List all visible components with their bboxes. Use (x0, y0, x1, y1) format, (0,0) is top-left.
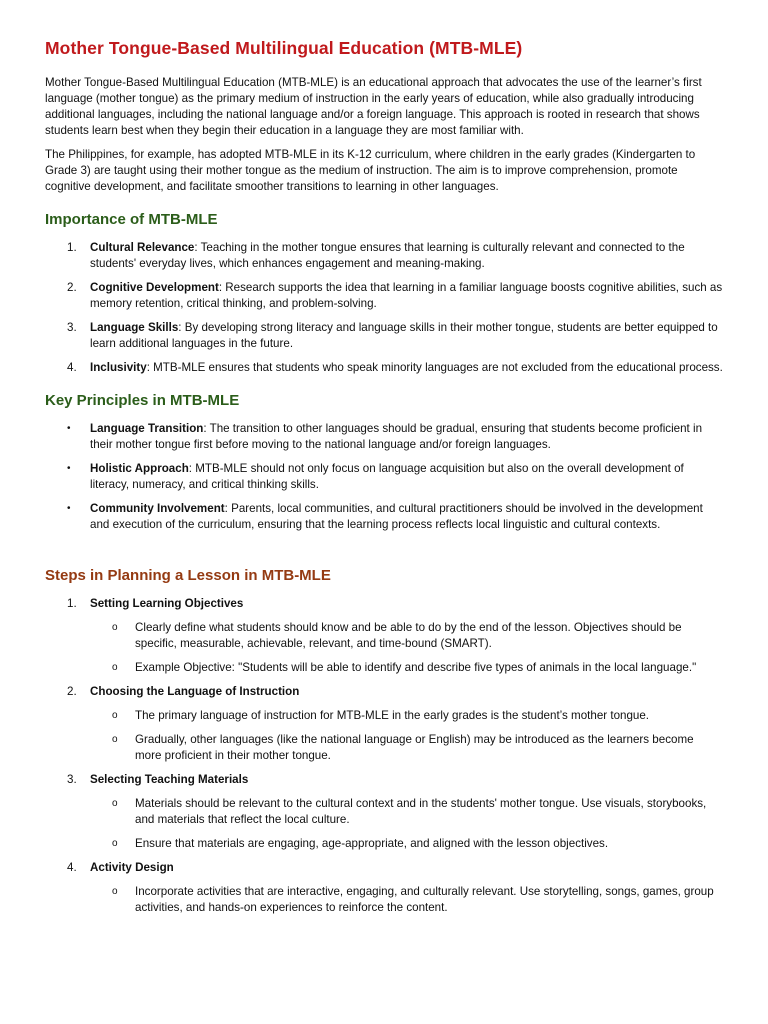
sub-item (90, 708, 723, 724)
importance-term: Cultural Relevance (90, 241, 195, 254)
sub-item-text: Gradually, other languages (like the national language or English) may be introduced as the learners become more proficient in their mother tongue. (135, 733, 694, 762)
sub-item (90, 884, 723, 916)
principle-item (45, 421, 723, 453)
importance-term: Cognitive Development (90, 281, 219, 294)
principle-text: : The transition to other languages should be gradual, ensuring that students become proficient in their mother tongue first before moving to the national language and/or foreign languages. (90, 422, 703, 451)
bullet-icon: • (67, 463, 71, 474)
importance-item (45, 360, 723, 376)
step-item (45, 860, 723, 916)
sub-item (90, 796, 723, 828)
importance-term: Inclusivity (90, 361, 147, 374)
sub-item-text: Ensure that materials are engaging, age-appropriate, and aligned with the lesson objectives. (135, 837, 609, 850)
importance-item (45, 240, 723, 272)
sub-item-text: Incorporate activities that are interactive, engaging, and culturally relevant. Use storytelling, songs, games, group activities, and hands-on experiences to reinforce the content. (135, 885, 714, 914)
principle-term: Community Involvement (90, 502, 225, 515)
sub-item (90, 836, 723, 852)
page-title: Mother Tongue-Based Multilingual Education (MTB-MLE) (45, 38, 523, 58)
importance-text: : Teaching in the mother tongue ensures that learning is culturally relevant and connected to the students' everyday lives, which enhances engagement and meaning-making. (90, 241, 685, 270)
circle-bullet-icon: o (112, 662, 118, 673)
sub-item-text: Materials should be relevant to the cultural context and in the students' mother tongue. Use visuals, storybooks, and materials that reflect the local culture. (135, 797, 707, 826)
circle-bullet-icon: o (112, 838, 118, 849)
sub-item (90, 660, 723, 676)
importance-item (45, 320, 723, 352)
steps-heading: Steps in Planning a Lesson in MTB-MLE (45, 567, 331, 584)
list-number: 1. (67, 241, 77, 254)
sub-item-text: Example Objective: "Students will be able to identify and describe five types of animals in the local language." (135, 661, 697, 674)
circle-bullet-icon: o (112, 710, 118, 721)
circle-bullet-icon: o (112, 734, 118, 745)
principle-item (45, 461, 723, 493)
step-title: Selecting Teaching Materials (90, 773, 249, 786)
step-item (45, 596, 723, 676)
step-title: Setting Learning Objectives (90, 597, 244, 610)
importance-text: : By developing strong literacy and language skills in their mother tongue, students are better equipped to learn additional languages in the future. (90, 321, 718, 350)
principle-term: Language Transition (90, 422, 204, 435)
circle-bullet-icon: o (112, 622, 118, 633)
circle-bullet-icon: o (112, 798, 118, 809)
principles-heading: Key Principles in MTB-MLE (45, 392, 240, 409)
importance-item (45, 280, 723, 312)
list-number: 4. (67, 361, 77, 374)
step-item (45, 684, 723, 764)
list-number: 2. (67, 685, 77, 698)
bullet-icon: • (67, 503, 71, 514)
principle-item (45, 501, 723, 533)
principle-text: : MTB-MLE should not only focus on language acquisition but also on the overall development of literacy, numeracy, and critical thinking skills. (90, 462, 684, 491)
importance-term: Language Skills (90, 321, 179, 334)
intro-paragraph-2: The Philippines, for example, has adopted MTB-MLE in its K-12 curriculum, where children in the early grades (Kindergarten to Grade 3) are taught using their mother tongue as the medium of instruction. The aim is to improve comprehension, promote cognitive development, and facilitate smoother transitions to learning in other languages. (45, 148, 696, 193)
list-number: 1. (67, 597, 77, 610)
step-sublist (90, 884, 723, 916)
importance-list (45, 240, 723, 376)
step-sublist (90, 708, 723, 764)
step-sublist (90, 796, 723, 852)
principles-list (45, 421, 723, 533)
importance-text: : MTB-MLE ensures that students who speak minority languages are not excluded from the educational process. (146, 361, 723, 374)
sub-item-text: Clearly define what students should know and be able to do by the end of the lesson. Objectives should be specific, measurable, achievable, relevant, and time-bound (SMART). (135, 621, 682, 650)
intro-paragraph-1: Mother Tongue-Based Multilingual Education (MTB-MLE) is an educational approach that advocates the use of the learner’s first language (mother tongue) as the primary medium of instruction in the early years of education, while also gradually introducing additional languages, including the national language and/or a foreign language. This approach is rooted in research that shows students learn best when they begin their education in a language they are most familiar with. (45, 76, 702, 137)
importance-text: : Research supports the idea that learning in a familiar language boosts cognitive abilities, such as memory retention, critical thinking, and problem-solving. (90, 281, 723, 310)
importance-heading: Importance of MTB-MLE (45, 211, 218, 228)
list-number: 3. (67, 773, 77, 786)
circle-bullet-icon: o (112, 886, 118, 897)
step-title: Activity Design (90, 861, 174, 874)
list-number: 2. (67, 281, 77, 294)
principle-text: : Parents, local communities, and cultural practitioners should be involved in the development and execution of the curriculum, ensuring that the learning process reflects local linguistic and cultural contexts. (90, 502, 703, 531)
step-title: Choosing the Language of Instruction (90, 685, 300, 698)
principle-term: Holistic Approach (90, 462, 189, 475)
bullet-icon: • (67, 423, 71, 434)
list-number: 3. (67, 321, 77, 334)
list-number: 4. (67, 861, 77, 874)
sub-item-text: The primary language of instruction for MTB-MLE in the early grades is the student’s mother tongue. (135, 709, 650, 722)
sub-item (90, 620, 723, 652)
steps-list (45, 596, 723, 916)
sub-item (90, 732, 723, 764)
step-item (45, 772, 723, 852)
step-sublist (90, 620, 723, 676)
